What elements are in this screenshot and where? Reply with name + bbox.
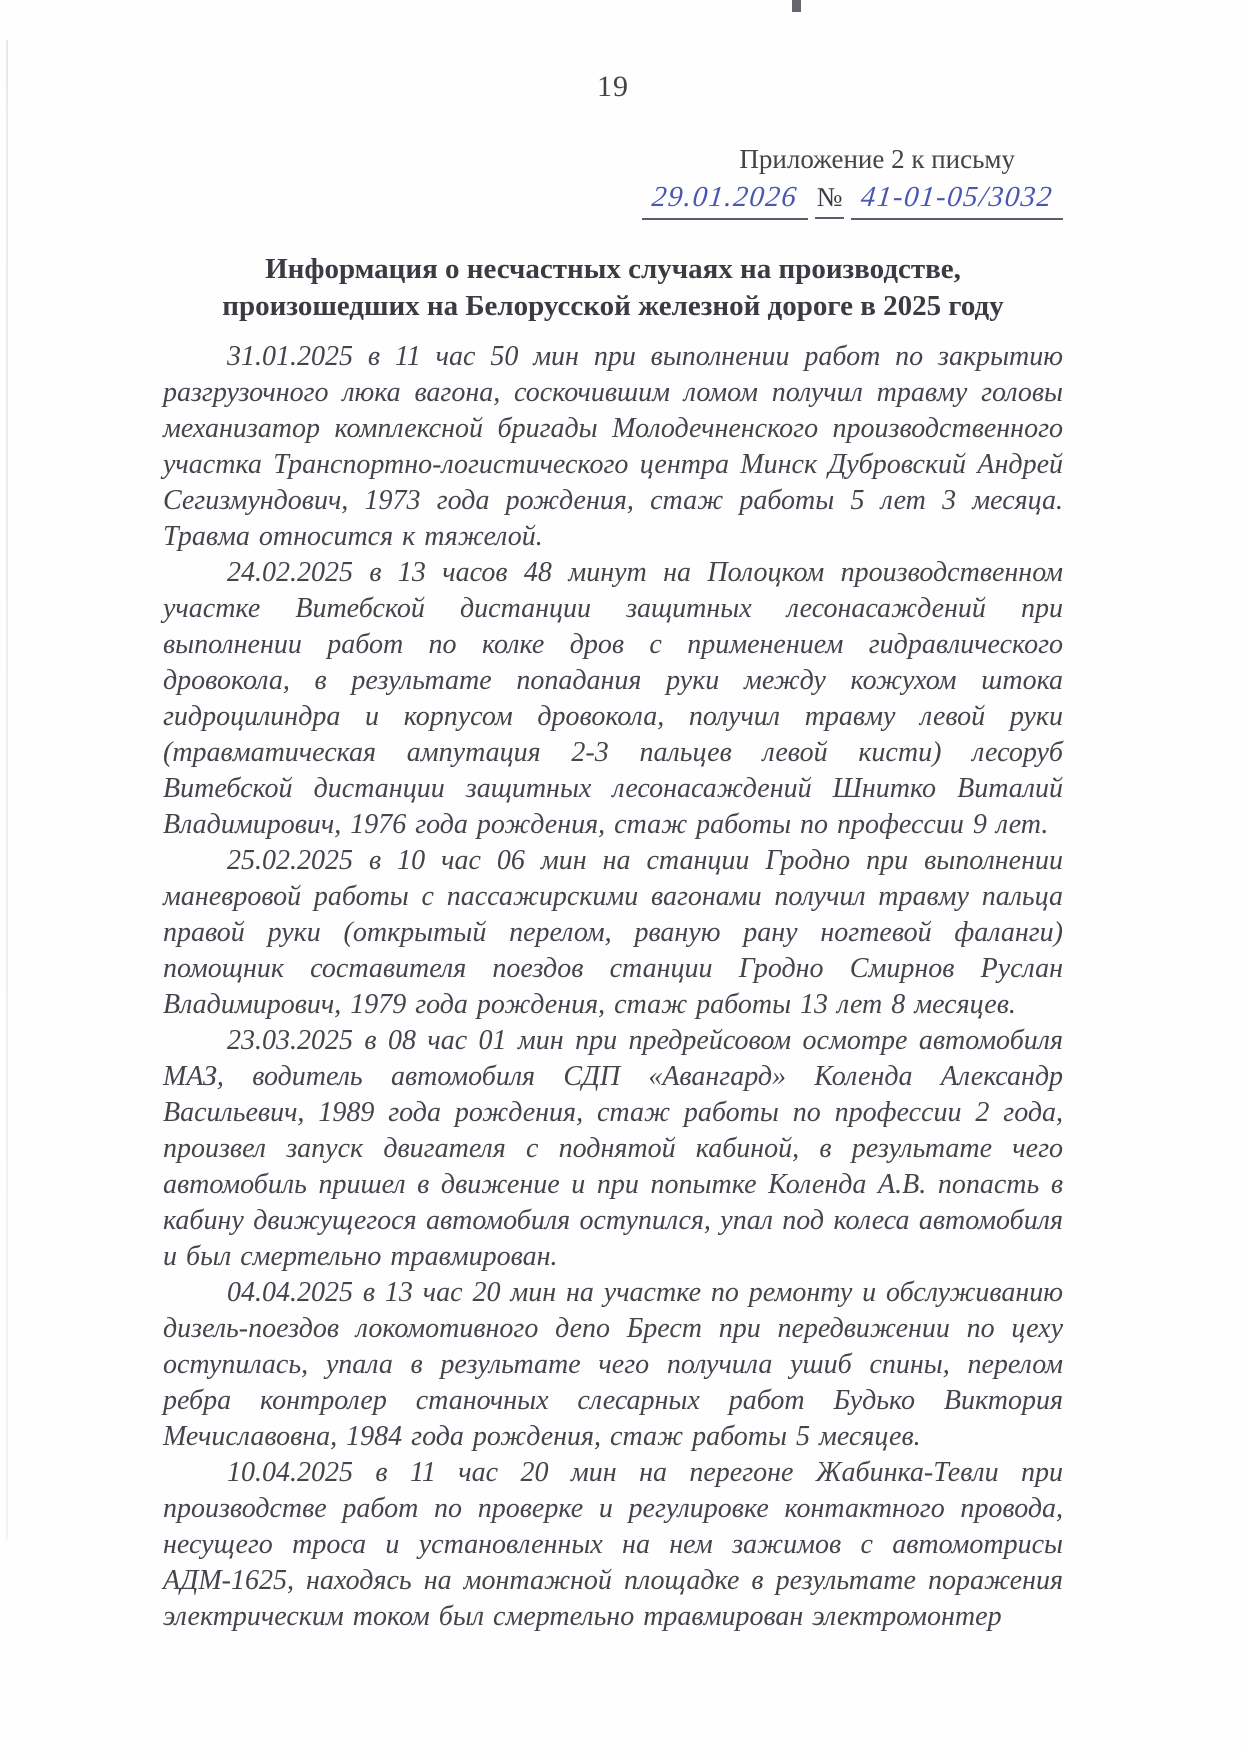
incident-paragraph: 10.04.2025 в 11 час 20 мин на перегоне Жабинка-Тевли при производстве работ по проверке и регулировке контактного провода, несущего троса и установленных на нем зажимов с автомотрисы АДМ-1625, находясь на монтажной площадке в результате поражения электрическим током был смертельно травмирован электромонтер	[163, 1457, 1063, 1632]
handwritten-date: 29.01.2026	[650, 181, 800, 213]
handwritten-date-field	[642, 181, 808, 220]
document-title-line1: Информация о несчастных случаях на производстве,	[265, 253, 961, 285]
handwritten-number-field	[851, 181, 1063, 220]
document-title-line2: произошедших на Белорусской железной дороге в 2025 году	[222, 290, 1004, 322]
incident-paragraph: 25.02.2025 в 10 час 06 мин на станции Гродно при выполнении маневровой работы с пассажирскими вагонами получил травму пальца правой руки (открытый перелом, рваную рану ногтевой фаланги) помощник составителя поездов станции Гродно Смирнов Руслан Владимирович, 1979 года рождения, стаж работы 13 лет 8 месяцев.	[163, 845, 1063, 1020]
scan-mark-artifact	[792, 0, 801, 12]
incident-paragraph: 23.03.2025 в 08 час 01 мин при предрейсовом осмотре автомобиля МАЗ, водитель автомобиля СДП «Авангард» Коленда Александр Васильевич, 1989 года рождения, стаж работы по профессии 2 года, произвел запуск двигателя с поднятой кабиной, в результате чего автомобиль пришел в движение и при попытке Коленда А.В. попасть в кабину движущегося автомобиля оступился, упал под колеса автомобиля и был смертельно травмирован.	[163, 1025, 1063, 1272]
letter-reference-line	[163, 181, 1063, 225]
incident-paragraph: 24.02.2025 в 13 часов 48 минут на Полоцком производственном участке Витебской дистанции защитных лесонасаждений при выполнении работ по колке дров с применением гидравлического дровокола, в результате попадания руки между кожухом штока гидроцилиндра и корпусом дровокола, получил травму левой руки (травматическая ампутация 2-3 пальцев левой кисти) лесоруб Витебской дистанции защитных лесонасаждений Шнитко Виталий Владимирович, 1976 года рождения, стаж работы по профессии 9 лет.	[163, 557, 1063, 840]
page-number: 19	[597, 70, 629, 103]
incident-paragraph: 04.04.2025 в 13 час 20 мин на участке по ремонту и обслуживанию дизель-поездов локомотивного депо Брест при передвижении по цеху оступилась, упала в результате чего получила ушиб спины, перелом ребра контролер станочных слесарных работ Будько Виктория Мечиславовна, 1984 года рождения, стаж работы 5 месяцев.	[163, 1277, 1063, 1452]
incident-paragraph: 31.01.2025 в 11 час 50 мин при выполнении работ по закрытию разгрузочного люка вагона, соскочившим ломом получил травму головы механизатор комплексной бригады Молодечненского производственного участка Транспортно-логистического центра Минск Дубровский Андрей Сегизмундович, 1973 года рождения, стаж работы 5 лет 3 месяца. Травма относится к тяжелой.	[163, 341, 1063, 552]
document-body	[163, 339, 1063, 1635]
annex-reference-label: Приложение 2 к письму	[739, 144, 1015, 174]
document-title	[163, 251, 1063, 325]
scan-edge-artifact	[6, 40, 8, 1540]
numero-sign: №	[815, 182, 845, 219]
document-text-block	[163, 70, 1063, 1635]
handwritten-letter-number: 41-01-05/3032	[859, 181, 1055, 213]
